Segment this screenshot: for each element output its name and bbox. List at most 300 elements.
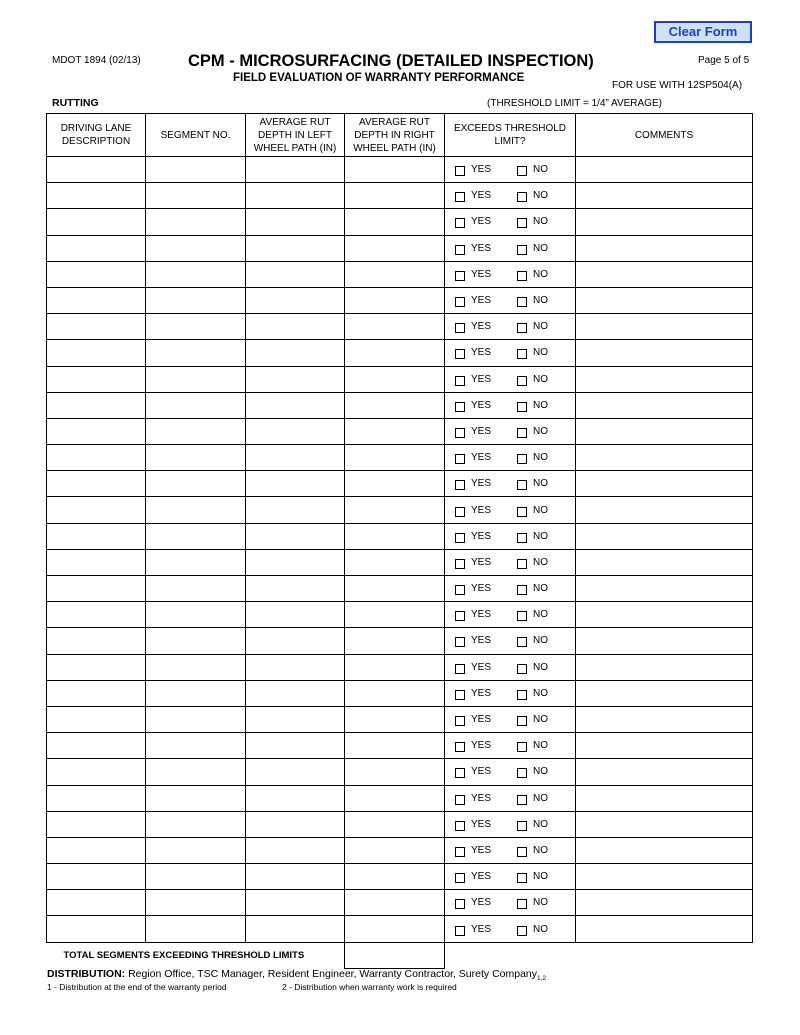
yes-option [455,477,517,490]
col-segment-no: SEGMENT NO. [146,114,246,157]
driving-lane-cell[interactable] [47,890,146,916]
driving-lane-cell[interactable] [47,314,146,340]
segment-no-cell[interactable] [146,864,246,890]
driving-lane-cell[interactable] [47,654,146,680]
no-checkbox[interactable] [517,742,527,752]
rut-right-cell[interactable] [345,916,445,942]
rut-right-cell[interactable] [345,497,445,523]
rut-left-cell[interactable] [246,890,345,916]
rut-right-cell[interactable] [345,340,445,366]
yes-checkbox[interactable] [455,297,465,307]
no-option [517,634,548,647]
rut-left-cell[interactable] [246,785,345,811]
exceeds-cell [445,680,576,706]
driving-lane-cell[interactable] [47,602,146,628]
no-checkbox[interactable] [517,297,527,307]
no-option [517,582,548,595]
form-number: MDOT 1894 (02/13) [52,55,141,66]
yes-checkbox[interactable] [455,323,465,333]
clear-form-button[interactable]: Clear Form [654,21,752,43]
comments-cell[interactable] [576,549,753,575]
rut-right-cell[interactable] [345,602,445,628]
comments-cell[interactable] [576,314,753,340]
rut-left-cell[interactable] [246,287,345,313]
rut-right-cell[interactable] [345,549,445,575]
rut-right-cell[interactable] [345,811,445,837]
comments-cell[interactable] [576,837,753,863]
rut-right-cell[interactable] [345,445,445,471]
comments-cell[interactable] [576,340,753,366]
yes-checkbox[interactable] [455,795,465,805]
yes-option [455,320,517,333]
segment-no-cell[interactable] [146,392,246,418]
segment-no-cell[interactable] [146,602,246,628]
col-avg-rut-left: AVERAGE RUT DEPTH IN LEFT WHEEL PATH (IN) [246,114,345,157]
rut-left-cell[interactable] [246,837,345,863]
comments-cell[interactable] [576,209,753,235]
rut-right-cell[interactable] [345,706,445,732]
comments-cell[interactable] [576,680,753,706]
comments-cell[interactable] [576,759,753,785]
no-checkbox[interactable] [517,533,527,543]
segment-no-cell[interactable] [146,183,246,209]
rut-right-cell[interactable] [345,235,445,261]
table-row [47,916,753,942]
driving-lane-cell[interactable] [47,759,146,785]
segment-no-cell[interactable] [146,628,246,654]
comments-cell[interactable] [576,445,753,471]
driving-lane-cell[interactable] [47,837,146,863]
segment-no-cell[interactable] [146,890,246,916]
comments-cell[interactable] [576,418,753,444]
segment-no-cell[interactable] [146,235,246,261]
no-label: NO [533,923,548,935]
exceeds-cell [445,261,576,287]
segment-no-cell[interactable] [146,837,246,863]
comments-cell[interactable] [576,287,753,313]
no-option [517,242,548,255]
yes-no-group [445,183,575,208]
yes-checkbox[interactable] [455,428,465,438]
table-row [47,471,753,497]
yes-checkbox[interactable] [455,585,465,595]
rut-left-cell[interactable] [246,680,345,706]
yes-label: YES [471,740,492,752]
yes-option [455,582,517,595]
yes-checkbox[interactable] [455,192,465,202]
driving-lane-cell[interactable] [47,261,146,287]
driving-lane-cell[interactable] [47,680,146,706]
driving-lane-cell[interactable] [47,497,146,523]
rut-left-cell[interactable] [246,811,345,837]
yes-checkbox[interactable] [455,271,465,281]
yes-checkbox[interactable] [455,507,465,517]
yes-no-group [445,602,575,627]
yes-checkbox[interactable] [455,821,465,831]
yes-no-group [445,576,575,601]
rut-right-cell[interactable] [345,733,445,759]
rut-left-cell[interactable] [246,864,345,890]
no-option [517,661,548,674]
no-label: NO [533,216,548,228]
no-option [517,294,548,307]
no-option [517,425,548,438]
no-checkbox[interactable] [517,166,527,176]
driving-lane-cell[interactable] [47,340,146,366]
segment-no-cell[interactable] [146,497,246,523]
rut-right-cell[interactable] [345,680,445,706]
no-checkbox[interactable] [517,559,527,569]
exceeds-cell [445,366,576,392]
yes-label: YES [471,923,492,935]
segment-no-cell[interactable] [146,418,246,444]
driving-lane-cell[interactable] [47,733,146,759]
exceeds-cell [445,602,576,628]
yes-option [455,399,517,412]
driving-lane-cell[interactable] [47,916,146,942]
no-label: NO [533,766,548,778]
no-checkbox[interactable] [517,847,527,857]
driving-lane-cell[interactable] [47,392,146,418]
yes-no-group [445,419,575,444]
rut-right-cell[interactable] [345,890,445,916]
yes-checkbox[interactable] [455,664,465,674]
no-checkbox[interactable] [517,873,527,883]
driving-lane-cell[interactable] [47,706,146,732]
yes-label: YES [471,164,492,176]
no-checkbox[interactable] [517,349,527,359]
no-label: NO [533,740,548,752]
rut-left-cell[interactable] [246,602,345,628]
yes-checkbox[interactable] [455,402,465,412]
comments-cell[interactable] [576,733,753,759]
yes-no-group [445,655,575,680]
rut-right-cell[interactable] [345,366,445,392]
rut-right-cell[interactable] [345,654,445,680]
no-label: NO [533,295,548,307]
segment-no-cell[interactable] [146,209,246,235]
segment-no-cell[interactable] [146,445,246,471]
yes-checkbox[interactable] [455,611,465,621]
yes-checkbox[interactable] [455,533,465,543]
no-checkbox[interactable] [517,218,527,228]
no-checkbox[interactable] [517,926,527,936]
rut-right-cell[interactable] [345,392,445,418]
table-row [47,497,753,523]
yes-checkbox[interactable] [455,166,465,176]
segment-no-cell[interactable] [146,576,246,602]
rut-right-cell[interactable] [345,183,445,209]
yes-checkbox[interactable] [455,847,465,857]
no-label: NO [533,792,548,804]
comments-cell[interactable] [576,576,753,602]
driving-lane-cell[interactable] [47,157,146,183]
no-checkbox[interactable] [517,821,527,831]
rut-left-cell[interactable] [246,628,345,654]
exceeds-cell [445,733,576,759]
yes-checkbox[interactable] [455,899,465,909]
no-option [517,896,548,909]
rut-left-cell[interactable] [246,549,345,575]
rut-right-cell[interactable] [345,287,445,313]
yes-checkbox[interactable] [455,376,465,386]
no-checkbox[interactable] [517,768,527,778]
driving-lane-cell[interactable] [47,209,146,235]
table-row [47,864,753,890]
yes-checkbox[interactable] [455,637,465,647]
no-checkbox[interactable] [517,637,527,647]
no-label: NO [533,347,548,359]
yes-no-group [445,681,575,706]
rut-left-cell[interactable] [246,209,345,235]
driving-lane-cell[interactable] [47,366,146,392]
comments-cell[interactable] [576,811,753,837]
rut-left-cell[interactable] [246,497,345,523]
rut-right-cell[interactable] [345,209,445,235]
no-checkbox[interactable] [517,611,527,621]
no-checkbox[interactable] [517,507,527,517]
segment-no-cell[interactable] [146,157,246,183]
yes-option [455,163,517,176]
exceeds-cell [445,314,576,340]
no-option [517,765,548,778]
comments-cell[interactable] [576,602,753,628]
comments-cell[interactable] [576,366,753,392]
yes-no-group [445,524,575,549]
segment-no-cell[interactable] [146,706,246,732]
segment-no-cell[interactable] [146,287,246,313]
yes-checkbox[interactable] [455,218,465,228]
no-label: NO [533,687,548,699]
yes-checkbox[interactable] [455,454,465,464]
comments-cell[interactable] [576,654,753,680]
no-label: NO [533,504,548,516]
no-checkbox[interactable] [517,664,527,674]
comments-cell[interactable] [576,916,753,942]
yes-checkbox[interactable] [455,559,465,569]
yes-option [455,713,517,726]
no-checkbox[interactable] [517,402,527,412]
no-checkbox[interactable] [517,899,527,909]
rut-left-cell[interactable] [246,445,345,471]
rut-right-cell[interactable] [345,261,445,287]
yes-option [455,189,517,202]
no-checkbox[interactable] [517,323,527,333]
driving-lane-cell[interactable] [47,523,146,549]
no-checkbox[interactable] [517,454,527,464]
comments-cell[interactable] [576,261,753,287]
yes-option [455,765,517,778]
comments-cell[interactable] [576,392,753,418]
rut-left-cell[interactable] [246,340,345,366]
yes-label: YES [471,792,492,804]
rut-left-cell[interactable] [246,759,345,785]
yes-no-group [445,916,575,941]
no-option [517,215,548,228]
yes-checkbox[interactable] [455,873,465,883]
no-option [517,556,548,569]
no-label: NO [533,609,548,621]
no-label: NO [533,530,548,542]
rut-right-cell[interactable] [345,864,445,890]
comments-cell[interactable] [576,890,753,916]
segment-no-cell[interactable] [146,366,246,392]
yes-option [455,215,517,228]
driving-lane-cell[interactable] [47,576,146,602]
segment-no-cell[interactable] [146,261,246,287]
rut-left-cell[interactable] [246,235,345,261]
rut-right-cell[interactable] [345,314,445,340]
segment-no-cell[interactable] [146,916,246,942]
yes-option [455,451,517,464]
segment-no-cell[interactable] [146,654,246,680]
segment-no-cell[interactable] [146,759,246,785]
rut-right-cell[interactable] [345,157,445,183]
rut-right-cell[interactable] [345,418,445,444]
segment-no-cell[interactable] [146,811,246,837]
rut-left-cell[interactable] [246,916,345,942]
no-checkbox[interactable] [517,192,527,202]
driving-lane-cell[interactable] [47,549,146,575]
exceeds-cell [445,576,576,602]
driving-lane-cell[interactable] [47,864,146,890]
comments-cell[interactable] [576,235,753,261]
yes-checkbox[interactable] [455,245,465,255]
driving-lane-cell[interactable] [47,471,146,497]
comments-cell[interactable] [576,497,753,523]
rut-right-cell[interactable] [345,837,445,863]
comments-cell[interactable] [576,183,753,209]
segment-no-cell[interactable] [146,785,246,811]
comments-cell[interactable] [576,706,753,732]
driving-lane-cell[interactable] [47,183,146,209]
driving-lane-cell[interactable] [47,235,146,261]
yes-label: YES [471,216,492,228]
table-row [47,314,753,340]
total-input[interactable] [345,942,445,968]
no-label: NO [533,556,548,568]
exceeds-cell [445,916,576,942]
no-label: NO [533,871,548,883]
no-label: NO [533,583,548,595]
rut-left-cell[interactable] [246,392,345,418]
no-option [517,870,548,883]
segment-no-cell[interactable] [146,680,246,706]
yes-checkbox[interactable] [455,768,465,778]
rut-left-cell[interactable] [246,576,345,602]
no-label: NO [533,321,548,333]
rut-left-cell[interactable] [246,157,345,183]
comments-cell[interactable] [576,785,753,811]
driving-lane-cell[interactable] [47,418,146,444]
segment-no-cell[interactable] [146,549,246,575]
rut-left-cell[interactable] [246,261,345,287]
total-blank [445,942,753,968]
yes-checkbox[interactable] [455,742,465,752]
rut-left-cell[interactable] [246,418,345,444]
no-checkbox[interactable] [517,376,527,386]
rut-left-cell[interactable] [246,733,345,759]
yes-checkbox[interactable] [455,716,465,726]
yes-no-group [445,707,575,732]
rut-right-cell[interactable] [345,471,445,497]
yes-checkbox[interactable] [455,926,465,936]
driving-lane-cell[interactable] [47,287,146,313]
segment-no-cell[interactable] [146,733,246,759]
no-label: NO [533,897,548,909]
no-checkbox[interactable] [517,585,527,595]
yes-checkbox[interactable] [455,690,465,700]
no-checkbox[interactable] [517,716,527,726]
rut-right-cell[interactable] [345,785,445,811]
rut-right-cell[interactable] [345,628,445,654]
segment-no-cell[interactable] [146,471,246,497]
driving-lane-cell[interactable] [47,628,146,654]
no-checkbox[interactable] [517,480,527,490]
driving-lane-cell[interactable] [47,811,146,837]
rut-left-cell[interactable] [246,183,345,209]
table-row [47,576,753,602]
segment-no-cell[interactable] [146,340,246,366]
rut-left-cell[interactable] [246,706,345,732]
yes-label: YES [471,452,492,464]
total-label: TOTAL SEGMENTS EXCEEDING THRESHOLD LIMITS [63,949,305,961]
yes-no-group [445,236,575,261]
yes-option [455,896,517,909]
comments-cell[interactable] [576,864,753,890]
yes-label: YES [471,504,492,516]
driving-lane-cell[interactable] [47,445,146,471]
table-row [47,157,753,183]
rut-left-cell[interactable] [246,366,345,392]
table-row [47,209,753,235]
no-checkbox[interactable] [517,690,527,700]
driving-lane-cell[interactable] [47,785,146,811]
exceeds-cell [445,183,576,209]
no-label: NO [533,452,548,464]
rut-right-cell[interactable] [345,523,445,549]
segment-no-cell[interactable] [146,523,246,549]
yes-label: YES [471,635,492,647]
rut-left-cell[interactable] [246,654,345,680]
col-driving-lane: DRIVING LANE DESCRIPTION [47,114,146,157]
rut-left-cell[interactable] [246,314,345,340]
comments-cell[interactable] [576,523,753,549]
no-label: NO [533,268,548,280]
exceeds-cell [445,549,576,575]
rut-right-cell[interactable] [345,759,445,785]
comments-cell[interactable] [576,628,753,654]
no-checkbox[interactable] [517,795,527,805]
no-checkbox[interactable] [517,271,527,281]
no-checkbox[interactable] [517,245,527,255]
rut-right-cell[interactable] [345,576,445,602]
segment-no-cell[interactable] [146,314,246,340]
comments-cell[interactable] [576,157,753,183]
comments-cell[interactable] [576,471,753,497]
no-checkbox[interactable] [517,428,527,438]
rut-left-cell[interactable] [246,471,345,497]
yes-checkbox[interactable] [455,349,465,359]
no-label: NO [533,844,548,856]
no-option [517,792,548,805]
rutting-table [46,113,753,969]
yes-checkbox[interactable] [455,480,465,490]
yes-option [455,242,517,255]
rut-left-cell[interactable] [246,523,345,549]
exceeds-cell [445,837,576,863]
no-label: NO [533,373,548,385]
